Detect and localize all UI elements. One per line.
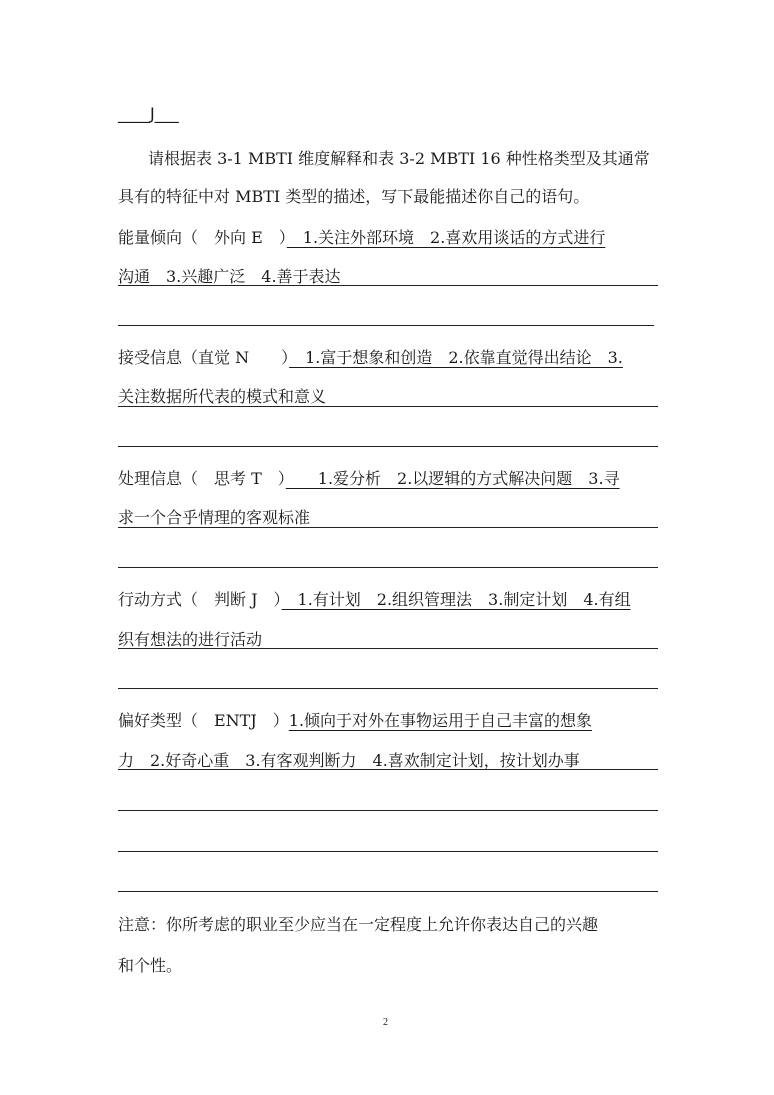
note-line-2: 和个性。 (118, 956, 183, 975)
section-action-label: 行动方式（ 判断 J ） (118, 590, 282, 609)
section-action-line-2: 织有想法的进行活动 (118, 630, 263, 649)
answer-rule (118, 688, 658, 689)
page-number: 2 (383, 1017, 388, 1028)
section-preference-label: 偏好类型（ ENTJ ） (118, 711, 289, 730)
section-preference-line-2: 力 2.好奇心重 3.有客观判断力 4.喜欢制定计划，按计划办事 (118, 751, 580, 770)
section-perceive-label: 接受信息（直觉 N ） (118, 348, 290, 367)
answer-rule (118, 851, 658, 852)
answer-rule (118, 648, 658, 649)
section-preference-answer-1: 1.倾向于对外在事物运用于自己丰富的想象 (288, 711, 593, 730)
answer-rule (118, 446, 658, 447)
section-action-line-1 (118, 589, 658, 611)
section-energy-line-1 (118, 227, 658, 249)
section-energy-answer-1: 1.关注外部环境 2.喜欢用谈话的方式进行 (286, 228, 606, 247)
answer-rule (118, 527, 658, 528)
section-perceive-answer-1: 1.富于想象和创造 2.依靠直觉得出结论 3. (289, 348, 623, 367)
answer-rule (118, 810, 658, 811)
answer-rule (118, 406, 658, 407)
section-energy-line-2: 沟通 3.兴趣广泛 4.善于表达 (118, 267, 341, 286)
answer-rule (118, 285, 658, 286)
section-perceive-line-1 (118, 347, 658, 369)
section-preference-line-1 (118, 710, 658, 732)
answer-rule (118, 769, 658, 770)
section-judge-line-2: 求一个合乎情理的客观标准 (118, 508, 311, 527)
answer-rule (118, 325, 654, 326)
note-line-1: 注意：你所考虑的职业至少应当在一定程度上允许你表达自己的兴趣 (118, 915, 599, 934)
instruction-line-1: 请根据表 3-1 MBTI 维度解释和表 3-2 MBTI 16 种性格类型及其通常 (148, 149, 650, 168)
section-perceive-line-2: 关注数据所代表的模式和意义 (118, 387, 327, 406)
type-answer: ____J___ (118, 104, 179, 123)
answer-rule (118, 567, 658, 568)
instruction-line-2: 具有的特征中对 MBTI 类型的描述，写下最能描述你自己的语句。 (118, 187, 590, 206)
section-judge-label: 处理信息（ 思考 T ） (118, 469, 286, 488)
answer-rule (118, 891, 658, 892)
section-energy-label: 能量倾向（ 外向 E ） (118, 228, 287, 247)
section-judge-answer-1: 1.爱分析 2.以逻辑的方式解决问题 3.寻 (285, 469, 620, 488)
section-judge-line-1 (118, 468, 658, 490)
section-action-answer-1: 1.有计划 2.组织管理法 3.制定计划 4.有组 (281, 590, 631, 609)
